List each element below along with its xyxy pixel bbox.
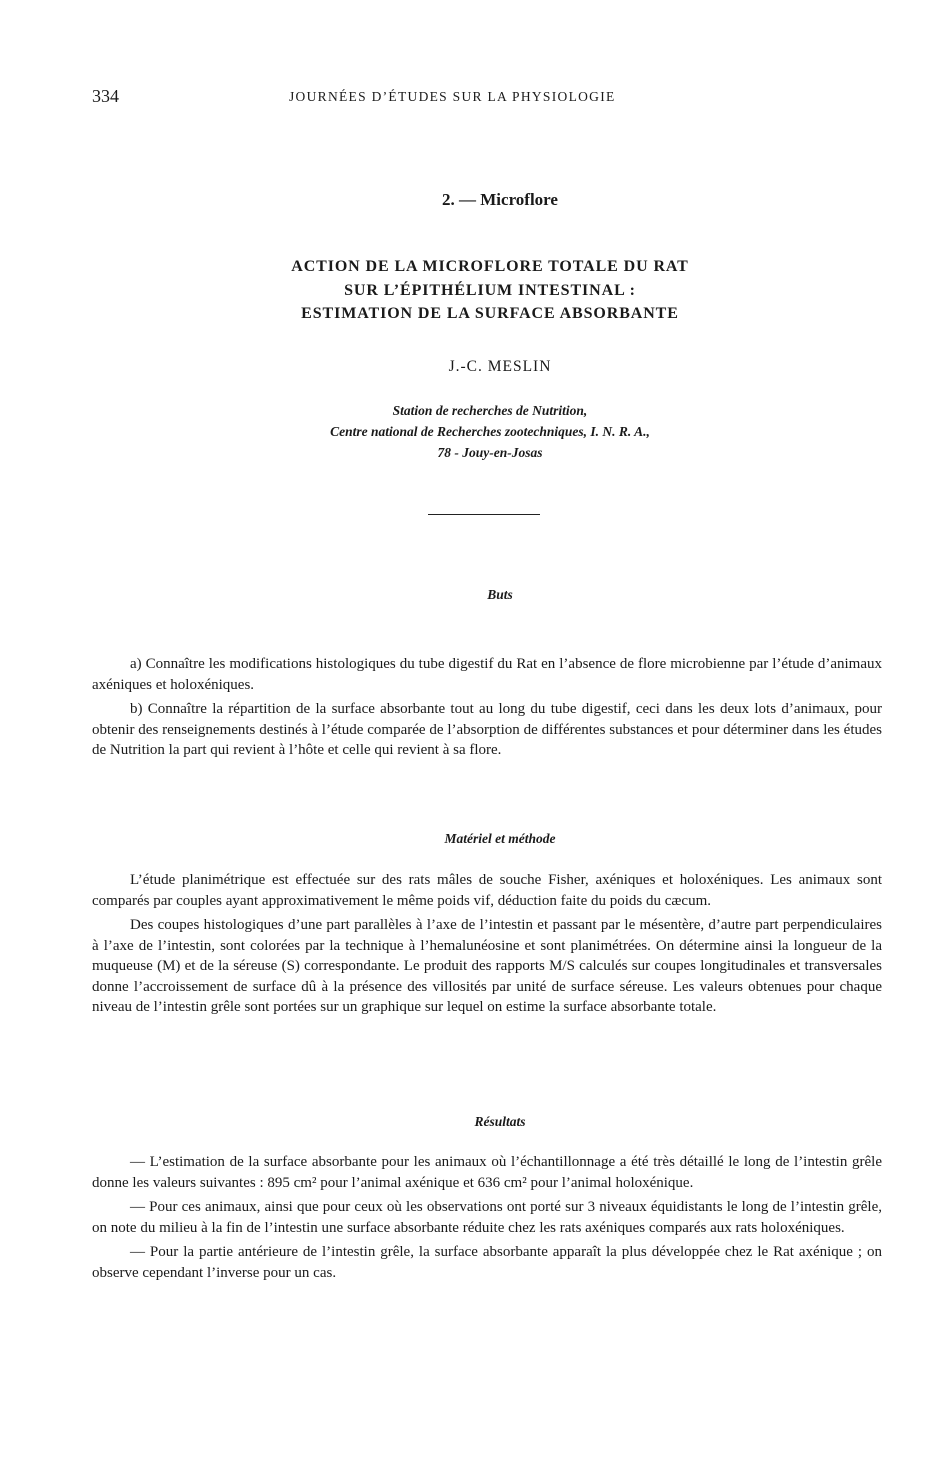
affiliation-line: Centre national de Recherches zootechniques, I. N. R. A., <box>330 424 650 439</box>
paragraph: — Pour ces animaux, ainsi que pour ceux où les observations ont porté sur 3 niveaux équidistants le long de l’intestin grêle, on note du milieu à la fin de l’intestin une surface absorbante réduite chez les rats axéniques comparés aux rats holoxéniques. <box>92 1199 882 1236</box>
article-title <box>150 255 830 326</box>
affiliation-line: 78 - Jouy-en-Josas <box>437 445 543 460</box>
author-affiliation <box>150 400 830 463</box>
author-name: J.-C. MESLIN <box>448 358 552 375</box>
title-line: SUR L’ÉPITHÉLIUM INTESTINAL : <box>344 281 636 299</box>
separator-rule <box>428 514 540 515</box>
running-header <box>92 86 882 114</box>
title-line: ACTION DE LA MICROFLORE TOTALE DU RAT <box>291 258 689 275</box>
affiliation-line: Station de recherches de Nutrition, <box>392 403 588 418</box>
subheading-buts: Buts <box>487 587 513 602</box>
section-heading: 2. — Microflore <box>442 190 558 209</box>
paragraph: b) Connaître la répartition de la surface absorbante tout au long du tube digestif, ceci dans les deux lots d’animaux, pour obtenir des renseignements destinés à l’étude comparée de l’absorption de différentes substances et pour déterminer dans les études de Nutrition la part qui revient à l’hôte et celle qui revient à sa flore. <box>92 701 882 758</box>
page-number: 334 <box>92 86 119 106</box>
paragraph: a) Connaître les modifications histologiques du tube digestif du Rat en l’absence de flore microbienne par l’étude d’animaux axéniques et holoxéniques. <box>92 656 882 693</box>
paragraph: L’étude planimétrique est effectuée sur des rats mâles de souche Fisher, axéniques et holoxéniques. Les animaux sont comparés par couples ayant approximativement le même poids vif, déduction faite du poids du cæcum. <box>92 872 882 909</box>
title-line: ESTIMATION DE LA SURFACE ABSORBANTE <box>301 305 679 322</box>
running-title: JOURNÉES D’ÉTUDES SUR LA PHYSIOLOGIE <box>289 89 616 104</box>
section-materiel-body <box>92 870 882 1018</box>
subheading-resultats: Résultats <box>474 1114 526 1129</box>
paragraph: — Pour la partie antérieure de l’intestin grêle, la surface absorbante apparaît la plus développée chez le Rat axénique ; on observe cependant l’inverse pour un cas. <box>92 1244 882 1281</box>
paragraph: Des coupes histologiques d’une part parallèles à l’axe de l’intestin et passant par le mésentère, d’autre part perpendiculaires à l’axe de l’intestin, sont colorées par la technique à l’hemalunéosine et sont planimétrées. On détermine ainsi la longueur de la muqueuse (M) et de la séreuse (S) correspondante. Le produit des rapports M/S calculés sur coupes longitudinales et transversales donne l’accroissement de surface dû à la présence des villosités par unité de surface séreuse. Les valeurs obtenues pour chaque niveau de l’intestin grêle sont portées sur un graphique sur lequel on estime la surface absorbante totale. <box>92 917 882 1015</box>
paragraph: — L’estimation de la surface absorbante pour les animaux où l’échantillonnage a été très détaillé le long de l’intestin grêle donne les valeurs suivantes : 895 cm² pour l’animal axénique et 636 cm² pour l’animal holoxénique. <box>92 1154 882 1191</box>
section-resultats-body <box>92 1152 882 1283</box>
subheading-materiel: Matériel et méthode <box>444 831 556 846</box>
section-buts-body <box>92 654 882 761</box>
